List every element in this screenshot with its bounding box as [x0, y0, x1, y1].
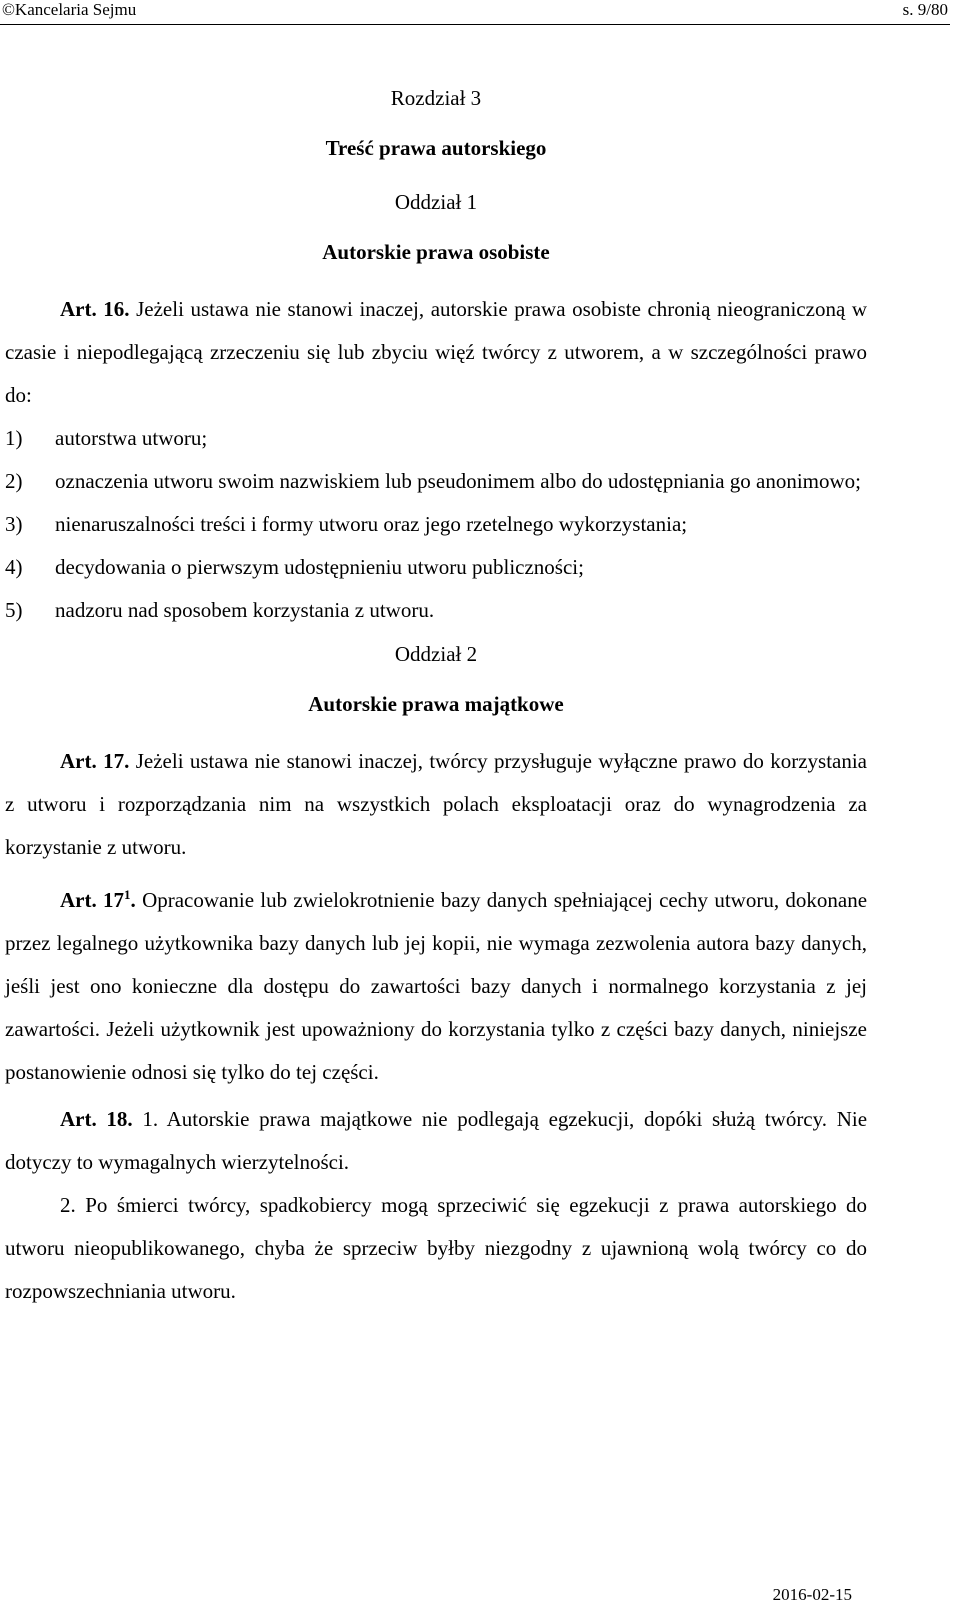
- page-number: [903, 0, 948, 20]
- list-item-number: 2): [5, 469, 23, 493]
- article-16: [5, 288, 867, 417]
- article-18-paragraph-2: [5, 1184, 867, 1313]
- article-16-text: Jeżeli ustawa nie stanowi inaczej, autorskie prawa osobiste chronią nieograniczoną w czasie i niepodlegającą zrzeczeniu się lub zbyciu więź twórcy z utworem, a w szczególności prawo do:: [5, 297, 867, 407]
- article-17-1-text: Opracowanie lub zwielokrotnienie bazy danych spełniającej cechy utworu, dokonane przez legalnego użytkownika bazy danych lub jej kopii, nie wymaga zezwolenia autora bazy danych, jeśli jest ono konieczne dla dostępu do zawartości bazy danych i normalnego korzystania z jej zawartości. Jeżeli użytkownik jest upoważniony do korzystania tylko z części bazy danych, niniejsze postanowienie odnosi się tylko do tej części.: [5, 888, 868, 1084]
- article-17-1-dot: .: [130, 888, 136, 912]
- list-item-text: decydowania o pierwszym udostępnieniu utworu publiczności;: [55, 555, 584, 579]
- list-item-text: nadzoru nad sposobem korzystania z utworu.: [55, 598, 435, 622]
- article-17: [5, 740, 867, 869]
- article-18-paragraph-1: [5, 1098, 867, 1184]
- list-item: [5, 417, 867, 460]
- article-17-1-superscript: 1: [124, 887, 131, 902]
- copyright-label: [2, 0, 136, 20]
- section1-heading: Oddział 1: [394, 190, 478, 214]
- list-item: [5, 503, 867, 546]
- list-item-text: nienaruszalności treści i formy utworu oraz jego rzetelnego wykorzystania;: [55, 512, 688, 536]
- document-body: [5, 80, 867, 1313]
- footer-date: 2016-02-15: [772, 1585, 852, 1604]
- header-rule: [0, 24, 950, 25]
- list-item-text: autorstwa utworu;: [55, 426, 208, 450]
- list-item-number: 1): [5, 426, 23, 450]
- article-18-label: Art. 18.: [60, 1107, 133, 1131]
- section1-title: Autorskie prawa osobiste: [322, 240, 550, 264]
- list-item-number: 5): [5, 598, 23, 622]
- list-item-number: 4): [5, 555, 23, 579]
- article-18-p2-text: Po śmierci twórcy, spadkobiercy mogą sprzeciwić się egzekucji z prawa autorskiego do utworu nieopublikowanego, chyba że sprzeciw byłby niezgodny z ujawnioną wolą twórcy co do rozpowszechniania utworu.: [5, 1193, 868, 1303]
- article-18-p1-text: Autorskie prawa majątkowe nie podlegają egzekucji, dopóki służą twórcy. Nie dotyczy to wymagalnych wierzytelności.: [5, 1107, 868, 1174]
- article-17-1: [5, 873, 867, 1094]
- chapter-heading: Rozdział 3: [390, 86, 482, 110]
- page-number-link[interactable]: s. 9/80: [902, 0, 948, 19]
- article-17-text: Jeżeli ustawa nie stanowi inaczej, twórcy przysługuje wyłączne prawo do korzystania z utworu i rozporządzania nim na wszystkich polach eksploatacji oraz do wynagrodzenia za korzystanie z utworu.: [5, 749, 868, 859]
- article-18-p2-number: 2.: [60, 1193, 76, 1217]
- chapter-title: Treść prawa autorskiego: [325, 136, 547, 160]
- list-item-number: 3): [5, 512, 23, 536]
- kancelaria-link[interactable]: ©Kancelaria Sejmu: [2, 0, 137, 19]
- section2-heading: Oddział 2: [394, 642, 478, 666]
- list-item-text: oznaczenia utworu swoim nazwiskiem lub pseudonimem albo do udostępniania go anonimowo;: [55, 469, 861, 493]
- article-18-p1-number: 1.: [142, 1107, 159, 1131]
- article-17-label: Art. 17.: [60, 749, 130, 773]
- list-item: [5, 589, 867, 632]
- article-17-1-label: Art. 17: [60, 888, 125, 912]
- section2-title: Autorskie prawa majątkowe: [308, 692, 564, 716]
- page-header: [0, 0, 960, 30]
- list-item: [5, 460, 867, 503]
- list-item: [5, 546, 867, 589]
- article-16-label: Art. 16.: [60, 297, 130, 321]
